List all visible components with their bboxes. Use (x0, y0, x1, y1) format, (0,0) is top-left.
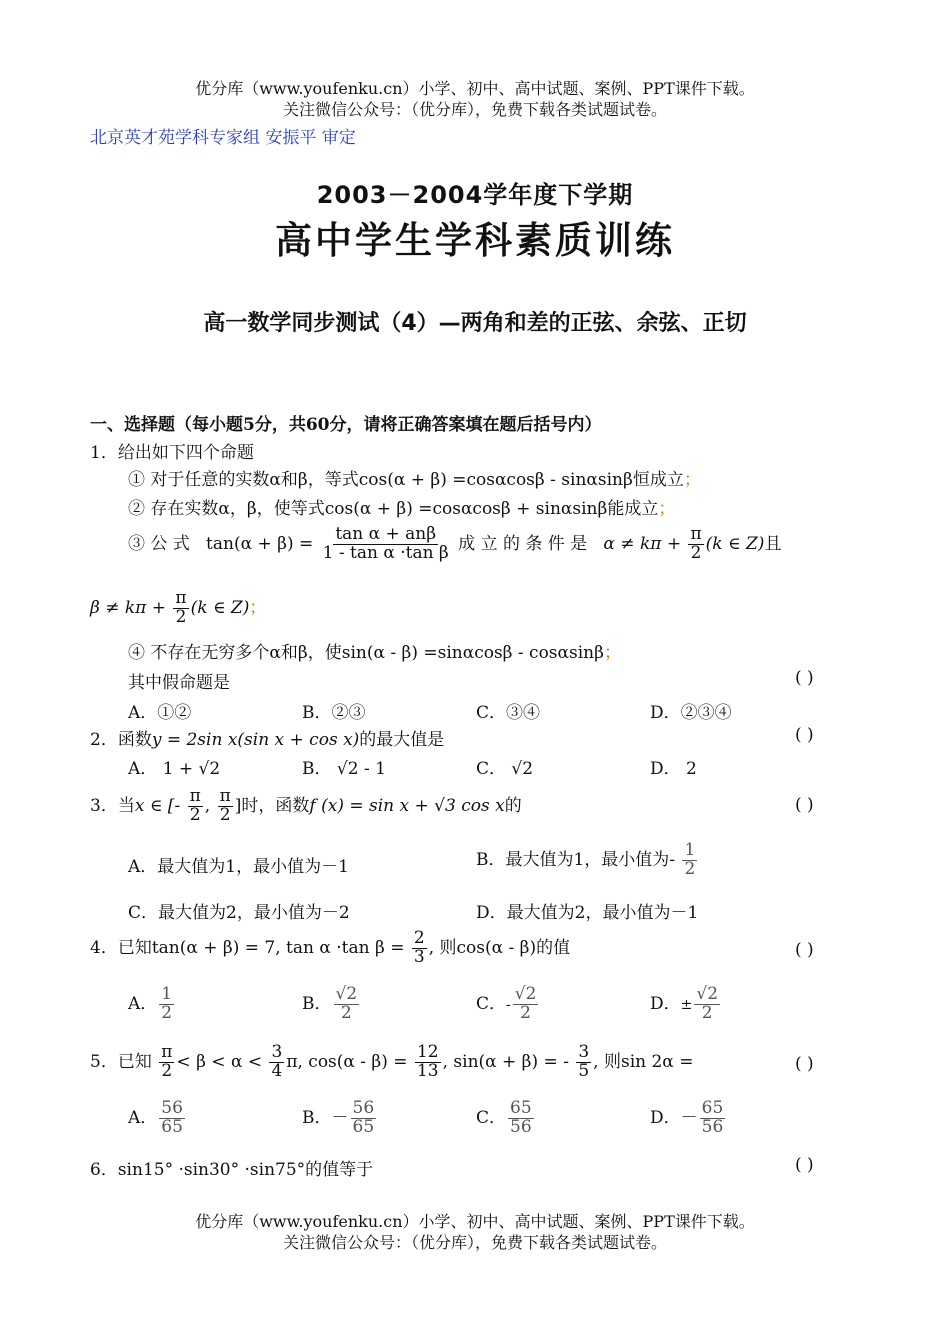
q1-proposition-1: ① 对于任意的实数α和β，等式cos(α + β) =cosαcosβ - sinαsinβ恒成立； (128, 470, 701, 490)
q5-option-c: C． $\frac{65}{56}$ (476, 1098, 532, 1137)
q5-option-a: A． $\frac{56}{65}$ (128, 1098, 183, 1137)
q4-option-d: D．± $\frac{√2}{2}$ (650, 984, 719, 1023)
q6-stem: 6．sin15° ·sin30° ·sin75°的值等于 (90, 1160, 374, 1180)
footer-line-1: 优分库（www.youfenku.cn）小学、初中、高中试题、案例、PPT课件下载。 (195, 1212, 755, 1231)
q3-option-c: C．最大值为2，最小值为－2 (128, 903, 350, 923)
page-title: 高中学生学科素质训练 (275, 219, 675, 262)
section-heading: 一、选择题（每小题5分，共60分，请将正确答案填在题后括号内） (90, 415, 602, 435)
q2-option-d: D． 2 (650, 759, 697, 779)
q4-answer-blank[interactable]: ( ) (795, 940, 814, 960)
header-line-2: 关注微信公众号：（优分库），免费下载各类试题试卷。 (282, 100, 667, 119)
q5-answer-blank[interactable]: ( ) (795, 1054, 814, 1074)
q1-tan-sum-fraction: $\frac{\text{tan α + anβ}}{\text{1 - tan α ·tan β}}$ (322, 524, 449, 563)
q1-proposition-3: ③ 公 式 tan(α + β) = $\frac{\text{tan α + anβ}}{\text{1 - tan α ·tan β}}$ 成 立 的 条 件 是 α ≠ kπ + $\frac{\pi}{2}$ (k ∈ Z)且 (128, 524, 782, 563)
q1-option-a: A．①② (128, 703, 192, 723)
q5-option-b: B．－ $\frac{56}{65}$ (302, 1098, 375, 1137)
q4-stem: 4．已知tan(α + β) = 7, tan α ·tan β = $\frac{2}{3}$ , 则cos(α - β)的值 (90, 928, 571, 967)
footer-line-2: 关注微信公众号：（优分库），免费下载各类试题试卷。 (282, 1233, 667, 1252)
q2-answer-blank[interactable]: ( ) (795, 725, 814, 745)
q3-option-b: B．最大值为1，最小值为- $\frac{1}{2}$ (476, 840, 696, 879)
q2-option-c: C． √2 (476, 759, 534, 779)
q3-option-d: D．最大值为2，最小值为－1 (476, 903, 699, 923)
q1-stem: 1．给出如下四个命题 (90, 443, 254, 463)
q3-stem: 3．当x ∈ [- $\frac{\pi}{2}$ , $\frac{\pi}{2}$ ]时，函数f (x) = sin x + √3 cos x的 (90, 786, 522, 825)
header-line-1: 优分库（www.youfenku.cn）小学、初中、高中试题、案例、PPT课件下载。 (195, 79, 755, 98)
q4-option-b: B． $\frac{√2}{2}$ (302, 984, 358, 1023)
q5-stem: 5．已知 $\frac{\pi}{2}$ < β < α < $\frac{3}{4}$ π, cos(α - β) = $\frac{12}{13}$ , sin(α + β) = - $\frac{3}{5}$ , 则sin 2α = (90, 1042, 694, 1081)
q6-answer-blank[interactable]: ( ) (795, 1155, 814, 1175)
q1-answer-blank[interactable]: ( ) (795, 668, 814, 688)
test-subtitle: 高一数学同步测试（4）—两角和差的正弦、余弦、正切 (203, 311, 747, 336)
q2-option-a: A． 1 + √2 (128, 759, 221, 779)
q4-option-c: C．- $\frac{√2}{2}$ (476, 984, 537, 1023)
q2-stem: 2．函数y = 2sin x(sin x + cos x)的最大值是 (90, 730, 445, 750)
q3-answer-blank[interactable]: ( ) (795, 795, 814, 815)
q1-proposition-4: ④ 不存在无穷多个α和β，使sin(α - β) =sinαcosβ - cosαsinβ； (128, 643, 621, 663)
q1-option-b: B．②③ (302, 703, 366, 723)
q3-option-a: A．最大值为1，最小值为－1 (128, 857, 349, 877)
q1-proposition-2: ② 存在实数α，β，使等式cos(α + β) =cosαcosβ + sinαsinβ能成立； (128, 499, 676, 519)
q1-tail: 其中假命题是 (128, 673, 230, 693)
q4-option-a: A． $\frac{1}{2}$ (128, 984, 173, 1023)
q1-option-c: C．③④ (476, 703, 541, 723)
q1-option-d: D．②③④ (650, 703, 732, 723)
q1-proposition-3-cont: β ≠ kπ + $\frac{\pi}{2}$ (k ∈ Z)； (90, 588, 267, 627)
q5-option-d: D．－ $\frac{65}{56}$ (650, 1098, 724, 1137)
reviewer-line: 北京英才苑学科专家组 安振平 审定 (90, 128, 356, 148)
term-heading: 2003－2004学年度下学期 (316, 181, 634, 209)
q2-option-b: B． √2 - 1 (302, 759, 386, 779)
